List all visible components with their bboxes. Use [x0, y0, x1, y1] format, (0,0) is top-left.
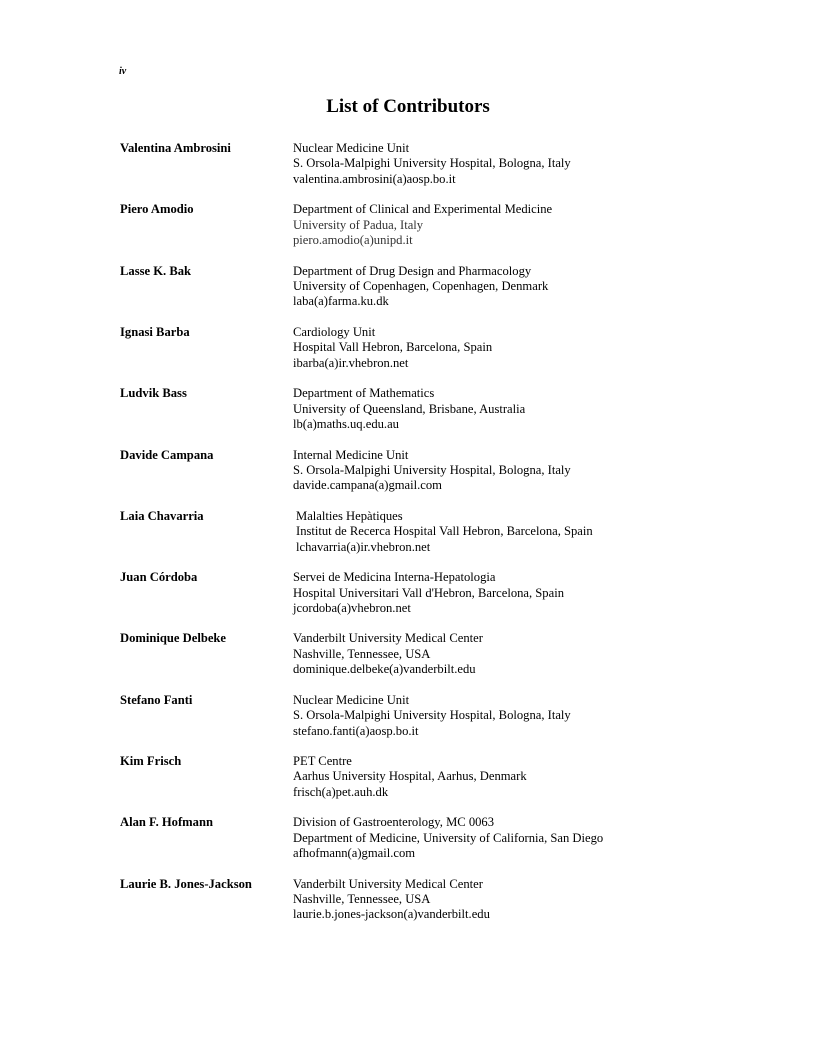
contributor-email: davide.campana(a)gmail.com — [293, 478, 442, 493]
contributor-email: ibarba(a)ir.vhebron.net — [293, 355, 409, 370]
contributor-name: Kim Frisch — [120, 754, 182, 768]
affiliation-line: Institut de Recerca Hospital Vall Hebron, Barcelona, Spain — [296, 524, 593, 539]
contributor-email: dominique.delbeke(a)vanderbilt.edu — [293, 662, 476, 677]
affiliation-line: Vanderbilt University Medical Center — [293, 876, 483, 891]
affiliation-line: Servei de Medicina Interna-Hepatologia — [293, 570, 496, 585]
affiliation-line: Nuclear Medicine Unit — [293, 141, 410, 155]
contributor-name: Ignasi Barba — [120, 324, 190, 339]
contributor-name: Dominique Delbeke — [120, 631, 227, 646]
affiliation-line: Nuclear Medicine Unit — [293, 692, 410, 707]
contributor-affiliation — [293, 141, 571, 187]
contributor-name: Alan F. Hofmann — [120, 815, 213, 830]
contributor-affiliation — [293, 693, 571, 739]
contributor-email: valentina.ambrosini(a)aosp.bo.it — [293, 171, 456, 186]
contributor-affiliation — [293, 631, 483, 677]
affiliation-line: University of Padua, Italy — [293, 217, 424, 232]
affiliation-line: Nashville, Tennessee, USA — [293, 646, 431, 661]
affiliation-line: Department of Clinical and Experimental Medicine — [293, 202, 553, 217]
affiliation-line: Department of Medicine, University of California, San Diego — [293, 830, 604, 845]
affiliation-line: S. Orsola-Malpighi University Hospital, Bologna, Italy — [293, 156, 571, 171]
contributor-affiliation — [293, 386, 525, 432]
contributor-affiliation — [293, 815, 603, 861]
affiliation-line: Hospital Universitari Vall d'Hebron, Barcelona, Spain — [293, 585, 564, 600]
contributor-email: afhofmann(a)gmail.com — [293, 846, 416, 861]
contributor-name: Juan Córdoba — [120, 570, 198, 585]
contributor-name: Ludvik Bass — [120, 386, 187, 401]
affiliation-line: Nashville, Tennessee, USA — [293, 892, 431, 906]
affiliation-line: PET Centre — [293, 754, 352, 768]
contributor-email: lchavarria(a)ir.vhebron.net — [296, 539, 431, 554]
contributor-name: Lasse K. Bak — [120, 263, 192, 278]
contributor-name: Valentina Ambrosini — [120, 141, 231, 155]
contributor-name: Piero Amodio — [120, 202, 194, 217]
page-title-text: List of Contributors — [326, 96, 490, 117]
affiliation-line: S. Orsola-Malpighi University Hospital, Bologna, Italy — [293, 462, 571, 477]
contributor-affiliation — [293, 202, 552, 248]
affiliation-line: Hospital Vall Hebron, Barcelona, Spain — [293, 340, 493, 355]
page-number: iv — [119, 66, 127, 77]
affiliation-line: Division of Gastroenterology, MC 0063 — [293, 815, 495, 830]
contributor-email: jcordoba(a)vhebron.net — [293, 600, 411, 615]
affiliation-line: Aarhus University Hospital, Aarhus, Denmark — [293, 769, 527, 784]
affiliation-line: Vanderbilt University Medical Center — [293, 631, 483, 646]
contributor-email: laurie.b.jones-jackson(a)vanderbilt.edu — [293, 907, 490, 922]
contributor-email: stefano.fanti(a)aosp.bo.it — [293, 723, 419, 738]
contributor-affiliation — [293, 877, 490, 923]
affiliation-line: Internal Medicine Unit — [293, 447, 409, 462]
contributor-affiliation — [293, 570, 564, 616]
contributor-affiliation — [293, 754, 527, 800]
affiliation-line: University of Queensland, Brisbane, Australia — [293, 401, 526, 416]
contributor-name: Stefano Fanti — [120, 692, 193, 707]
affiliation-line: S. Orsola-Malpighi University Hospital, Bologna, Italy — [293, 708, 571, 723]
contributor-email: lb(a)maths.uq.edu.au — [293, 417, 399, 431]
contributor-name: Laurie B. Jones-Jackson — [120, 876, 252, 891]
affiliation-line: University of Copenhagen, Copenhagen, Denmark — [293, 279, 549, 293]
contributor-affiliation — [293, 325, 492, 371]
contributor-affiliation — [293, 448, 571, 494]
affiliation-line: Cardiology Unit — [293, 324, 376, 339]
contributor-affiliation — [296, 509, 593, 555]
affiliation-line: Department of Drug Design and Pharmacology — [293, 263, 532, 278]
contributor-affiliation — [293, 264, 548, 310]
contributor-email: laba(a)farma.ku.dk — [293, 294, 389, 309]
affiliation-line: Malalties Hepàtiques — [296, 508, 403, 523]
contributor-name: Davide Campana — [120, 447, 214, 462]
page-title — [0, 96, 816, 118]
contributor-email: piero.amodio(a)unipd.it — [293, 233, 413, 248]
contributor-name: Laia Chavarria — [120, 508, 204, 523]
contributor-email: frisch(a)pet.auh.dk — [293, 784, 389, 799]
affiliation-line: Department of Mathematics — [293, 386, 435, 401]
